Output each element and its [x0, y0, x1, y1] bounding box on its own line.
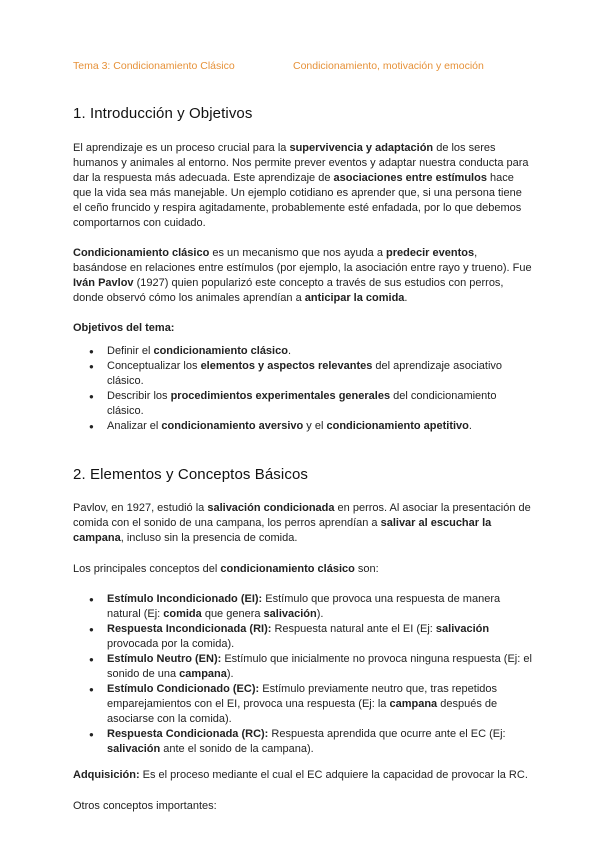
list-item: ● Respuesta Incondicionada (RI): Respuesta natural ante el EI (Ej: salivación provocada por la comida). [107, 622, 533, 652]
objectives-list [73, 344, 533, 434]
page-header [73, 60, 484, 72]
section-title: 1. Introducción y Objetivos [73, 105, 253, 122]
paragraph: Adquisición: Es el proceso mediante el cual el EC adquiere la capacidad de provocar la RC. [73, 769, 528, 781]
list-item: ● Estímulo Neutro (EN): Estímulo que inicialmente no provoca ninguna respuesta (Ej: el sonido de una campana). [107, 652, 533, 682]
list-item: ● Describir los procedimientos experimentales generales del condicionamiento clásico. [107, 389, 533, 419]
header-topic: Tema 3: Condicionamiento Clásico [73, 60, 235, 72]
list-item: ● Conceptualizar los elementos y aspectos relevantes del aprendizaje asociativo clásico. [107, 359, 533, 389]
paragraph: Pavlov, en 1927, estudió la salivación condicionada en perros. Al asociar la presentación de comida con el sonido de una campana, los perros aprendían a salivar al escuchar la campana, incluso sin la presencia de comida. [73, 502, 531, 544]
list-item: ● Respuesta Condicionada (RC): Respuesta aprendida que ocurre ante el EC (Ej: salivación ante el sonido de la campana). [107, 727, 533, 757]
section-title: 2. Elementos y Conceptos Básicos [73, 466, 308, 483]
paragraph: Los principales conceptos del condicionamiento clásico son: [73, 563, 379, 575]
list-item: ● Estímulo Condicionado (EC): Estímulo previamente neutro que, tras repetidos emparejamientos con el EI, provoca una respuesta (Ej: la campana después de asociarse con la comida). [107, 682, 533, 727]
list-item: ● Analizar el condicionamiento aversivo y el condicionamiento apetitivo. [107, 419, 533, 434]
paragraph: Otros conceptos importantes: [73, 800, 217, 812]
objectives-heading: Objetivos del tema: [73, 322, 175, 334]
document-body [73, 104, 533, 814]
list-item: ● Definir el condicionamiento clásico. [107, 344, 533, 359]
list-item: ● Estímulo Incondicionado (EI): Estímulo que provoca una respuesta de manera natural (Ej: comida que genera salivación). [107, 592, 533, 622]
paragraph: El aprendizaje es un proceso crucial para la supervivencia y adaptación de los seres humanos y animales al entorno. Nos permite prever eventos y adaptar nuestra conducta para dar la respuesta más adecuada. Este aprendizaje de asociaciones entre estímulos hace que la vida sea más manejable. Un ejemplo cotidiano es aprender que, si una persona tiene el ceño fruncido y respira agitadamente, probablemente esté enfadada, por lo que debemos comportarnos con cuidado. [73, 142, 529, 229]
header-subject: Condicionamiento, motivación y emoción [293, 60, 484, 72]
concepts-list [73, 592, 533, 757]
paragraph: Condicionamiento clásico es un mecanismo que nos ayuda a predecir eventos, basándose en relaciones entre estímulos (por ejemplo, la asociación entre rayo y trueno). Fue Iván Pavlov (1927) quien popularizó este concepto a través de sus estudios con perros, donde observó cómo los animales aprendían a anticipar la comida. [73, 247, 532, 304]
